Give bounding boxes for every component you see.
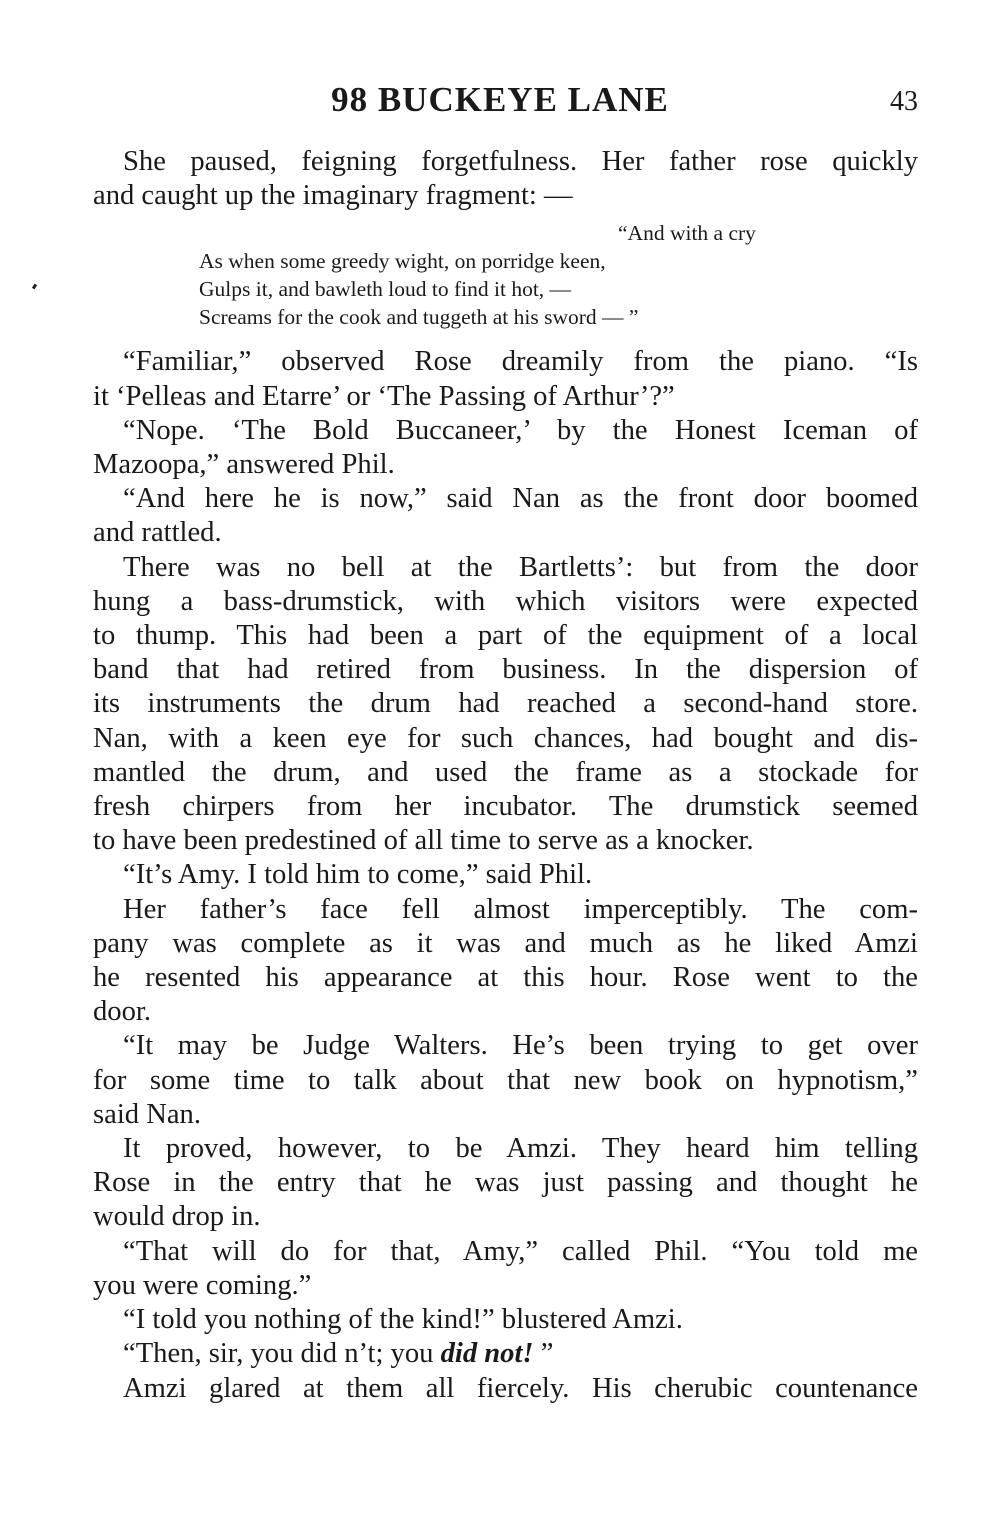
text-line: “That will do for that, Amy,” called Phil. “You told me — [123, 1235, 918, 1267]
text-line: he resented his appearance at this hour. Rose went to the — [93, 962, 918, 994]
text-line: to have been predestined of all time to serve as a knocker. — [93, 825, 754, 857]
paragraph — [93, 893, 918, 1030]
text-line: She paused, feigning forgetfulness. Her father rose quickly — [123, 146, 918, 177]
paragraph — [93, 1235, 918, 1303]
text-line: mantled the drum, and used the frame as a stockade for — [93, 756, 918, 788]
paragraph — [93, 1337, 918, 1371]
text-line: band that had retired from business. In the dispersion of — [93, 654, 918, 686]
text-line: Mazoopa,” answered Phil. — [93, 449, 395, 481]
text-line: and rattled. — [93, 517, 222, 549]
text-line: Her father’s face fell almost imperceptibly. The com- — [123, 893, 918, 925]
verse-line: Gulps it, and bawleth loud to find it hot, — — [199, 277, 572, 302]
text-run: ” — [533, 1338, 554, 1370]
paragraph — [93, 414, 918, 482]
paragraph — [93, 1303, 918, 1337]
text-line: pany was complete as it was and much as he liked Amzi — [93, 927, 918, 959]
text-line: “And here he is now,” said Nan as the front door boomed — [123, 483, 918, 515]
paragraph — [93, 1029, 918, 1132]
text-line — [93, 1337, 918, 1371]
text-line: Amzi glared at them all fiercely. His cherubic countenance — [123, 1372, 918, 1404]
paragraph — [93, 145, 918, 213]
text-line: “It may be Judge Walters. He’s been trying to get over — [123, 1030, 918, 1062]
paragraph — [93, 1372, 918, 1406]
text-line: Nan, with a keen eye for such chances, had bought and dis- — [93, 722, 918, 754]
text-line: There was no bell at the Bartletts’: but from the door — [123, 551, 918, 583]
text-line: you were coming.” — [93, 1269, 312, 1301]
text-line: “I told you nothing of the kind!” blustered Amzi. — [123, 1304, 683, 1336]
text-line: “It’s Amy. I told him to come,” said Phil. — [123, 859, 593, 891]
text-line: It proved, however, to be Amzi. They heard him telling — [123, 1133, 918, 1165]
text-line: its instruments the drum had reached a second-hand store. — [93, 688, 918, 720]
text-line: “Nope. ‘The Bold Buccaneer,’ by the Honest Iceman of — [123, 414, 918, 446]
text-line: it ‘Pelleas and Etarre’ or ‘The Passing of Arthur’?” — [93, 380, 675, 412]
text-line: to thump. This had been a part of the equipment of a local — [93, 620, 918, 652]
running-title: 98 BUCKEYE LANE — [331, 80, 669, 119]
text-line: hung a bass-drumstick, with which visitors were expected — [93, 585, 918, 617]
page-body — [93, 145, 918, 1406]
verse-quotation — [93, 219, 918, 331]
paragraph — [93, 551, 918, 859]
text-line: and caught up the imaginary fragment: — — [93, 180, 573, 212]
paragraph — [93, 345, 918, 413]
text-line: fresh chirpers from her incubator. The drumstick seemed — [93, 791, 918, 823]
paragraph — [93, 858, 918, 892]
text-line: would drop in. — [93, 1201, 261, 1233]
verse-line: “And with a cry — [618, 221, 756, 246]
text-line: “Familiar,” observed Rose dreamily from the piano. “Is — [123, 346, 918, 378]
paragraph — [93, 482, 918, 550]
text-line: said Nan. — [93, 1098, 201, 1130]
text-line: for some time to talk about that new book on hypnotism,” — [93, 1064, 918, 1096]
text-line: Rose in the entry that he was just passing and thought he — [93, 1167, 918, 1199]
verse-line: Screams for the cook and tuggeth at his sword — ” — [199, 305, 639, 330]
page-header — [0, 80, 1000, 124]
text-line: door. — [93, 996, 151, 1028]
verse-line: As when some greedy wight, on porridge keen, — [199, 249, 606, 274]
emphasis-text: did not! — [440, 1338, 534, 1370]
text-run: “Then, sir, you did n’t; you — [123, 1338, 441, 1370]
ink-speck — [32, 284, 37, 290]
paragraph — [93, 1132, 918, 1235]
page-number: 43 — [890, 86, 918, 117]
